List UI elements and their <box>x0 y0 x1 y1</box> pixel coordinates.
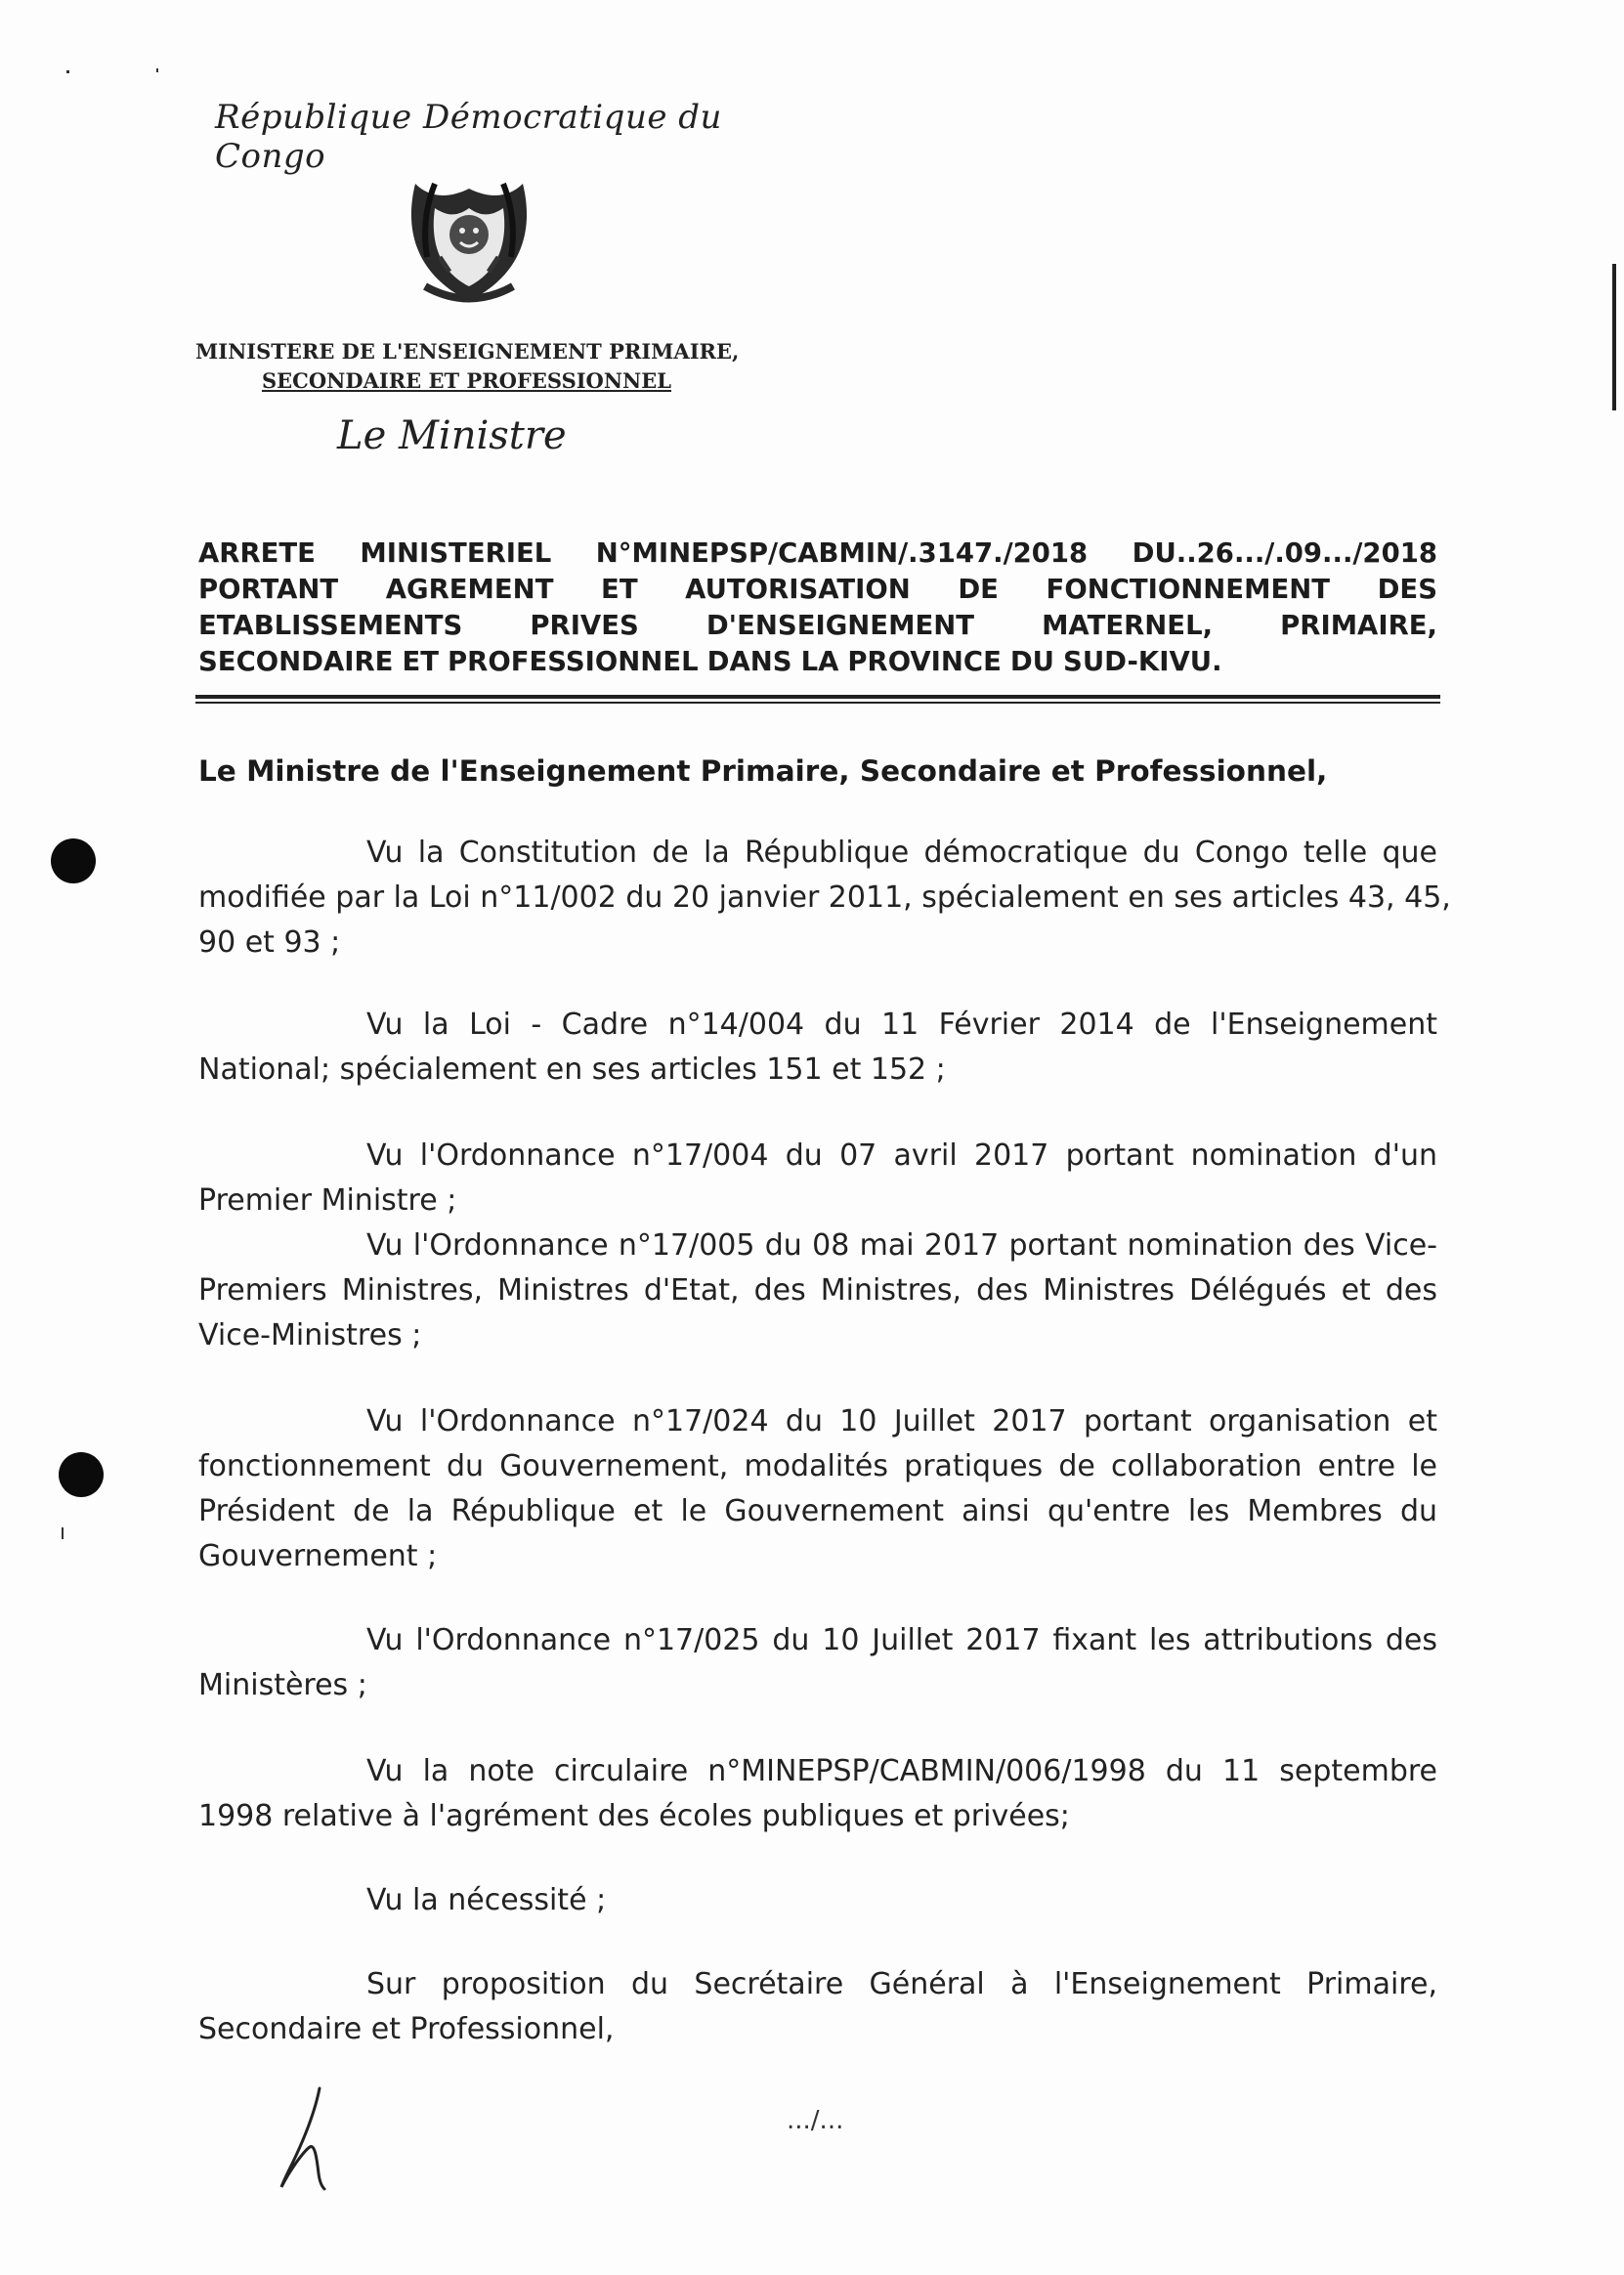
recital-line: Vu l'Ordonnance n°17/024 du 10 Juillet 2017 portant organisation et <box>366 1404 1437 1438</box>
recital-line: Vu l'Ordonnance n°17/025 du 10 Juillet 2017 fixant les attributions des <box>366 1623 1437 1657</box>
recital-line: Vu l'Ordonnance n°17/005 du 08 mai 2017 portant nomination des Vice- <box>366 1228 1437 1263</box>
header-word: FONCTIONNEMENT <box>1046 574 1331 605</box>
header-word: DES <box>1377 574 1437 605</box>
header-word: AGREMENT <box>385 574 554 605</box>
recital-paragraph <box>198 1223 1437 1358</box>
decree-number: N°MINEPSP/CABMIN/.3147./2018 <box>595 537 1089 569</box>
header-word: D'ENSEIGNEMENT <box>705 610 975 641</box>
ministry-line-2: SECONDAIRE ET PROFESSIONNEL <box>262 368 672 393</box>
recital-line: 1998 relative à l'agrément des écoles publiques et privées; <box>198 1799 1070 1833</box>
recital-paragraph <box>198 1618 1437 1708</box>
decree-header-line-1 <box>198 536 1437 572</box>
recital-line: Gouvernement ; <box>198 1539 438 1573</box>
recital-line: Vu la note circulaire n°MINEPSP/CABMIN/006/1998 du 11 septembre <box>366 1754 1437 1788</box>
page-continued-mark: .../... <box>787 2106 844 2135</box>
header-word: AUTORISATION <box>685 574 911 605</box>
header-word: LA <box>800 646 839 677</box>
recital-line: National; spécialement en ses articles 151 et 152 ; <box>198 1052 946 1087</box>
decree-header-line-3 <box>198 608 1437 644</box>
header-word: DU <box>1009 646 1055 677</box>
header-word: DE <box>958 574 999 605</box>
header-divider-thick <box>195 695 1440 699</box>
decree-header <box>198 536 1437 680</box>
header-word: ETABLISSEMENTS <box>198 610 463 641</box>
header-word: PORTANT <box>198 574 339 605</box>
recital-paragraph <box>198 1962 1437 2052</box>
decree-date: DU..26.../.09.../2018 <box>1132 537 1437 569</box>
header-word: PROFESSIONNEL <box>448 646 699 677</box>
header-word: DANS <box>706 646 792 677</box>
recital-line: Premiers Ministres, Ministres d'Etat, des Ministres, des Ministres Délégués et des <box>198 1273 1437 1308</box>
header-word: MINISTERIEL <box>360 537 552 569</box>
coat-of-arms-icon <box>396 164 542 311</box>
recital-line: Premier Ministre ; <box>198 1183 457 1218</box>
office-title: Le Ministre <box>337 413 567 458</box>
recital-line: Vu l'Ordonnance n°17/004 du 07 avril 2017 portant nomination d'un <box>366 1138 1437 1173</box>
recital-paragraph <box>198 1003 1437 1093</box>
recital-line: Ministères ; <box>198 1668 367 1702</box>
recital-line: Vu la nécessité ; <box>366 1883 607 1917</box>
recital-line: Sur proposition du Secrétaire Général à l'Enseignement Primaire, <box>366 1967 1437 2001</box>
recital-line: Vice-Ministres ; <box>198 1318 422 1352</box>
recital-paragraph <box>198 1134 1437 1223</box>
decree-header-line-4 <box>198 644 1437 680</box>
scan-speck <box>62 1527 64 1539</box>
recital-line: Vu la Loi - Cadre n°14/004 du 11 Février 2014 de l'Enseignement <box>366 1008 1437 1042</box>
recital-paragraph <box>198 1399 1437 1579</box>
country-name: République Démocratique du Congo <box>215 98 722 176</box>
ministry-name <box>195 337 739 396</box>
header-divider-thin <box>195 702 1440 704</box>
punch-hole <box>51 838 96 883</box>
header-word: SECONDAIRE <box>198 646 394 677</box>
header-word: PRIVES <box>530 610 639 641</box>
recital-line: Vu la Constitution de la République démocratique du Congo telle que <box>366 836 1437 870</box>
recital-paragraph <box>198 831 1451 966</box>
header-word: ET <box>402 646 440 677</box>
header-word: ET <box>601 574 638 605</box>
header-word: MATERNEL, <box>1042 610 1214 641</box>
header-word: PROVINCE <box>847 646 1002 677</box>
header-word: PRIMAIRE, <box>1280 610 1437 641</box>
recital-paragraph <box>198 1749 1437 1839</box>
header-word: SUD-KIVU. <box>1063 646 1222 677</box>
recital-line: modifiée par la Loi n°11/002 du 20 janvier 2011, spécialement en ses articles 43, 45, <box>198 880 1451 915</box>
recital-line: fonctionnement du Gouvernement, modalités pratiques de collaboration entre le <box>198 1449 1437 1483</box>
scan-speck <box>66 70 69 73</box>
minister-heading: Le Ministre de l'Enseignement Primaire, Secondaire et Professionnel, <box>198 754 1328 788</box>
recital-line: Président de la République et le Gouvernement ainsi qu'entre les Membres du <box>198 1494 1437 1528</box>
ministry-line-1: MINISTERE DE L'ENSEIGNEMENT PRIMAIRE, <box>195 339 740 364</box>
scan-margin-mark <box>1612 264 1616 410</box>
decree-header-line-2 <box>198 572 1437 608</box>
header-word: ARRETE <box>198 537 316 569</box>
punch-hole <box>59 1452 104 1497</box>
recital-line: Secondaire et Professionnel, <box>198 2012 615 2046</box>
recital-paragraph <box>198 1878 1437 1923</box>
recital-line: 90 et 93 ; <box>198 925 341 960</box>
scan-speck <box>156 68 158 72</box>
handwritten-initials <box>276 2083 344 2191</box>
